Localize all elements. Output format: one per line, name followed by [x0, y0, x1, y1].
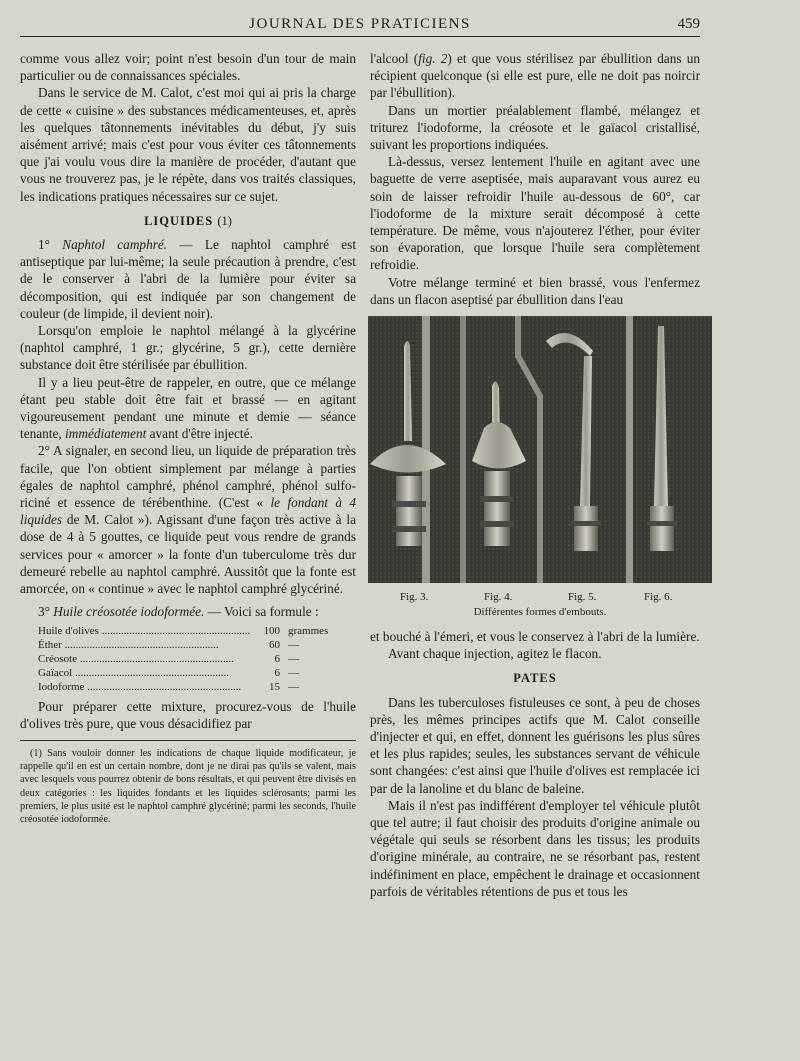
paragraph-text: avant d'être injecté.: [146, 426, 253, 442]
formula-row: [38, 666, 356, 680]
paragraph: Avant chaque injection, agitez le flacon.: [388, 646, 602, 662]
paragraph-text: ) et que vous stérilisez par ébullition dans un récipient quelconque (si elle est pure, elle ne doit pas noircir par l'ébullition).: [370, 51, 700, 101]
embouts-photograph: [368, 316, 712, 583]
paragraph-text: de M. Calot »). Agissant d'une façon très active à la dose de 4 à 5 gouttes, ce liquide peut vous rendre de grands services pour « amorcer » la fonte d'un tuberculome très dur demeuré rebelle au naphtol camphré. Aussitôt que la fonte est amorcée, on « continue » avec le naphtol camphré glycériné.: [20, 512, 356, 597]
paragraph: Mais il n'est pas indifférent d'employer tel véhicule plutôt que tel autre; il faut choisir des produits d'origine animale ou végétale qui seuls se résorbent dans les tissus; les produits d'origine minérale, au contraire, ne se résorbant pas, restent indéfiniment en place, empêchent le drainage et occasionnent parfois de véritables rétentions de pus et tous les: [370, 797, 700, 899]
paragraph: Dans les tuberculoses fistuleuses ce sont, à peu de choses près, les mêmes principes actifs que M. Calot conseille d'injecter et qui, en effet, donnent les guérisons les plus sûres et les plus rapides; seules, les substances servant de véhicule sont changées: c'est ainsi que l'huile d'olives est remplacée ici par de la lanoline et du blanc de baleine.: [370, 694, 700, 796]
fig-label-4: Fig. 4.: [484, 591, 513, 603]
ingredient: Créosote .....: [38, 652, 250, 666]
quantity: 15: [269, 680, 280, 693]
ingredient: Iodoforme .....: [38, 680, 250, 694]
quantity: 6: [274, 652, 280, 665]
formula-row: [38, 680, 356, 694]
journal-title: JOURNAL DES PRATICIENS: [249, 16, 471, 32]
fig-label-5: Fig. 5.: [568, 591, 597, 603]
paragraph-text: — Voici sa formule :: [204, 604, 319, 620]
unit: —: [288, 666, 299, 679]
paragraph: comme vous allez voir; point n'est besoin d'un tour de main particulier ou de connaissances spéciales.: [20, 51, 356, 84]
formula-row: [38, 652, 356, 666]
formula-table: [38, 624, 356, 694]
paragraph: [20, 442, 356, 597]
figure-embouts: [368, 316, 712, 624]
figure-caption: Différentes formes d'embouts.: [473, 606, 607, 618]
footnote: [20, 747, 356, 826]
paragraph: Là-dessus, versez lentement l'huile en agitant avec une baguette de verre aseptisée, mais auparavant vous aurez eu soin de laisser refroidir l'huile au-dessous de 60°, car l'iodoforme de la mixture serait décomposé à cette température. De même, vous n'ajouterez l'éther, pour éviter son évaporation, que lorsque l'huile sera complètement refroidie.: [370, 154, 700, 273]
paragraph: [20, 236, 356, 322]
fig-label-3: Fig. 3.: [400, 591, 429, 603]
running-header: [20, 14, 700, 37]
paragraph-text: — Le naphtol camphré est antiseptique par lui-même; la seule précaution à prendre, c'est de le conserver à l'abri de la lumière pour éviter sa décomposition, qui est indiquée par son changement de couleur (de limpide, il devient noir).: [20, 237, 357, 321]
paragraph: et bouché à l'émeri, et vous le conservez à l'abri de la lumière.: [370, 629, 700, 644]
item-title: Naphtol camphré.: [62, 237, 168, 253]
item-number: 3°: [38, 604, 50, 620]
section-heading-liquides: [20, 213, 356, 230]
paragraph: Votre mélange terminé et bien brassé, vous l'enfermez dans un flacon aseptisé par ébullition dans l'eau: [370, 274, 700, 307]
paragraph: Dans le service de M. Calot, c'est moi qui ai pris la charge de cette « cuisine » des substances médicamenteuses, et, après les quelques tâtonnements inévitables du début, j'y suis aisément arrivé; mais c'est pour vous éviter ces tâtonnements que j'ai voulu vous dire la manière de procéder, d'autant que vous ne trouverez pas, je le répète, dans vos traités classiques, les indications pratiques nécessaires sur ce sujet.: [20, 85, 356, 204]
quantity: 100: [263, 624, 280, 637]
unit: —: [288, 652, 299, 665]
figure-ref: fig. 2: [418, 51, 448, 66]
emphasis: immédiatement: [65, 426, 147, 442]
quantity: 6: [274, 666, 280, 679]
quantity: 60: [269, 638, 280, 651]
section-heading-pates: PATES: [513, 671, 557, 686]
right-column-bottom: [370, 628, 700, 900]
formula-row: [38, 624, 356, 638]
footnote-divider: [20, 740, 356, 741]
paragraph: Pour préparer cette mixture, procurez-vous de l'huile d'olives très pure, que vous désacidifiez par: [20, 698, 356, 731]
footnote-text: (1) Sans vouloir donner les indications de chaque liquide modificateur, je rappelle qu'il en est un certain nombre, dont je ne dirai pas qu'ils se valent, mais avec lesquels vous pourrez obtenir de bons résultats, et qui peuvent être divisés en deux catégories : les liquides fondants et les liquides sclérosants; parmi les premiers, le plus usité est le naphtol camphré glycériné; parmi les seconds, l'huile créosotée iodoformée.: [20, 747, 356, 825]
ingredient: Éther .....: [38, 638, 250, 652]
item-number: 1°: [38, 237, 50, 253]
paragraph: [20, 603, 356, 620]
right-column-top: [370, 50, 700, 308]
paragraph: [370, 50, 700, 102]
item-title: Huile créosotée iodoformée.: [53, 604, 205, 620]
paragraph: Lorsqu'on emploie le naphtol mélangé à la glycérine (naphtol camphré, 1 gr.; glycérine, 5 gr.), cette dernière substance doit être stérilisée par ébullition.: [20, 323, 356, 373]
unit: —: [288, 638, 299, 651]
left-column: [20, 50, 356, 826]
emphasis: le fondant à 4 liquides: [20, 495, 356, 528]
figure-labels: [368, 591, 712, 605]
page-number: 459: [677, 16, 700, 32]
fig-label-6: Fig. 6.: [644, 591, 673, 603]
paragraph: [20, 374, 356, 443]
ingredient: Gaïacol .....: [38, 666, 250, 680]
heading-text: LIQUIDES: [144, 213, 214, 228]
paragraph-text: Il y a lieu peut-être de rappeler, en outre, que ce mélange étant peu stable doit être fait et brassé — en agitant vigoureusement pendant une minute et demie — séance tenante,: [20, 374, 356, 442]
unit: —: [288, 680, 299, 693]
ingredient: Huile d'olives .....: [38, 624, 250, 638]
paragraph-text: 2° A signaler, en second lieu, un liquide de préparation très facile, que l'on obtient simplement par mélange à parties égales de naphtol camphré, phénol camphré, phénol sulfo-riciné et essence de térébenthine. (C'est «: [20, 443, 356, 511]
paragraph: Dans un mortier préalablement flambé, mélangez et triturez l'iodoforme, la créosote et le gaïacol cristallisé, suivant les proportions indiquées.: [370, 102, 700, 153]
unit: grammes: [288, 624, 329, 637]
paragraph-text: l'alcool (: [370, 51, 419, 66]
formula-row: [38, 638, 356, 652]
footnote-ref: (1): [217, 213, 232, 228]
